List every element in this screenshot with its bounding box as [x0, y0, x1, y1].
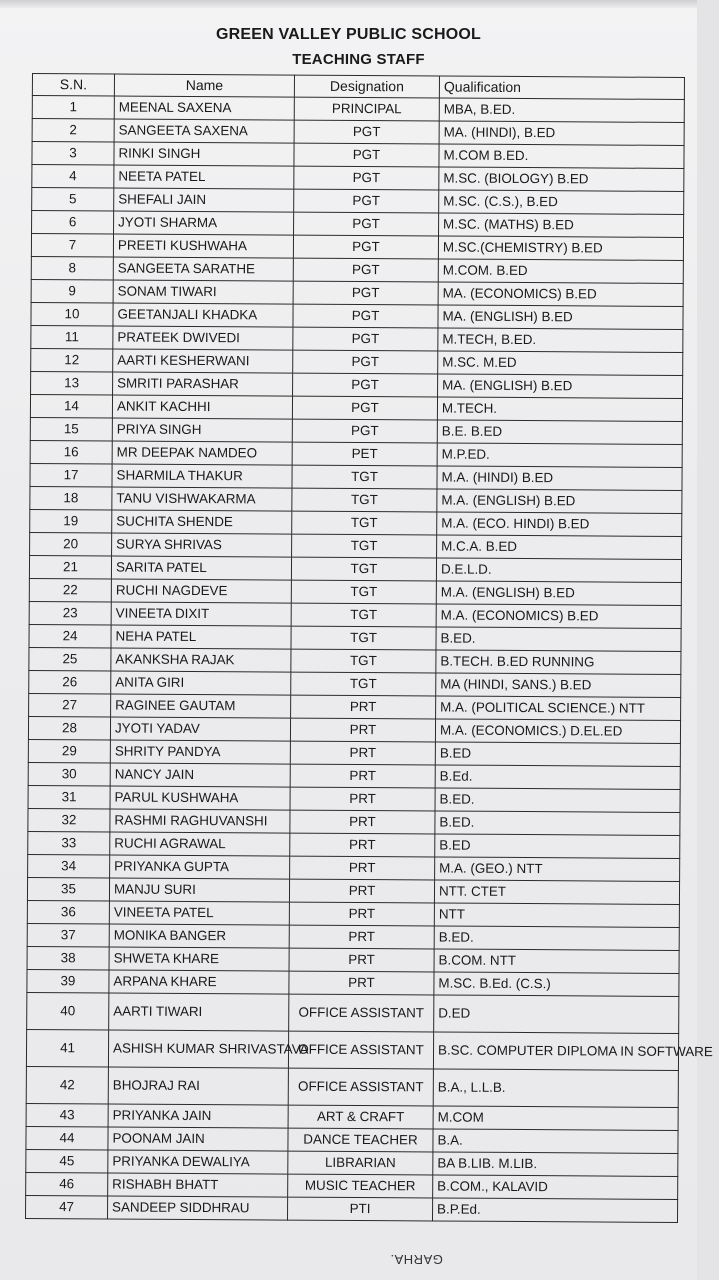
cell-qualification: B.A.: [433, 1129, 678, 1153]
cell-name: PRIYANKA JAIN: [108, 1104, 288, 1128]
cell-sn: 13: [31, 371, 113, 395]
cell-sn: 29: [28, 739, 110, 763]
cell-designation: PRT: [290, 741, 435, 765]
cell-sn: 4: [32, 165, 114, 189]
cell-name: RUCHI AGRAWAL: [110, 832, 290, 856]
mirrored-footer-text: GARHA.: [390, 1252, 443, 1267]
cell-qualification: M.A. (ECONOMICS.) D.EL.ED: [435, 719, 680, 743]
cell-qualification: M.SC. (BIOLOGY) B.ED: [439, 167, 684, 191]
cell-name: PRATEEK DWIVEDI: [113, 326, 293, 350]
cell-name: PREETI KUSHWAHA: [113, 234, 293, 258]
cell-qualification: M.COM B.ED.: [439, 144, 684, 168]
cell-qualification: M.SC. M.ED: [438, 351, 683, 375]
cell-designation: OFFICE ASSISTANT: [289, 994, 434, 1032]
cell-designation: PRT: [289, 971, 434, 995]
cell-sn: 23: [29, 601, 111, 625]
cell-designation: TGT: [292, 465, 437, 489]
cell-qualification: B.Ed.: [435, 765, 680, 789]
cell-qualification: MA (HINDI, SANS.) B.ED: [436, 673, 681, 697]
cell-qualification: MA. (HINDI), B.ED: [439, 121, 684, 145]
cell-designation: OFFICE ASSISTANT: [288, 1068, 433, 1106]
cell-designation: PGT: [294, 143, 439, 167]
cell-sn: 39: [27, 969, 109, 993]
cell-qualification: MBA, B.ED.: [439, 98, 684, 122]
cell-designation: TGT: [291, 603, 436, 627]
cell-designation: PRT: [290, 810, 435, 834]
cell-qualification: M.SC. (MATHS) B.ED: [439, 213, 684, 237]
cell-sn: 25: [29, 647, 111, 671]
cell-qualification: MA. (ECONOMICS) B.ED: [438, 282, 683, 306]
table-body: [26, 96, 713, 1223]
cell-qualification: M.COM: [433, 1106, 678, 1130]
cell-name: PRIYANKA DEWALIYA: [108, 1150, 288, 1174]
cell-designation: PGT: [293, 373, 438, 397]
cell-designation: PGT: [293, 281, 438, 305]
cell-designation: TGT: [291, 626, 436, 650]
cell-qualification: M.COM. B.ED: [438, 259, 683, 283]
cell-qualification: M.A. (ENGLISH) B.ED: [436, 581, 681, 605]
cell-sn: 36: [27, 900, 109, 924]
cell-sn: 26: [29, 670, 111, 694]
cell-sn: 14: [30, 394, 112, 418]
cell-sn: 24: [29, 624, 111, 648]
cell-designation: TGT: [291, 557, 436, 581]
cell-qualification: NTT. CTET: [434, 880, 679, 904]
cell-qualification: M.A. (ENGLISH) B.ED: [437, 489, 682, 513]
cell-name: SHEFALI JAIN: [114, 188, 294, 212]
cell-qualification: B.P.Ed.: [432, 1198, 677, 1222]
cell-designation: PRT: [289, 902, 434, 926]
cell-sn: 5: [32, 188, 114, 212]
cell-designation: PET: [292, 442, 437, 466]
cell-designation: PRT: [290, 718, 435, 742]
cell-qualification: M.SC.(CHEMISTRY) B.ED: [438, 236, 683, 260]
cell-designation: TGT: [292, 534, 437, 558]
cell-sn: 9: [31, 279, 113, 303]
cell-qualification: B.TECH. B.ED RUNNING: [436, 650, 681, 674]
cell-name: VINEETA DIXIT: [111, 602, 291, 626]
cell-sn: 38: [27, 946, 109, 970]
cell-sn: 46: [26, 1172, 108, 1196]
header-name: Name: [114, 74, 294, 97]
cell-qualification: B.COM., KALAVID: [433, 1175, 678, 1199]
cell-designation: PGT: [294, 120, 439, 144]
cell-name: NEHA PATEL: [111, 625, 291, 649]
cell-name: SHWETA KHARE: [109, 947, 289, 971]
cell-name: SARITA PATEL: [111, 556, 291, 580]
cell-sn: 31: [28, 785, 110, 809]
cell-qualification: B.ED: [435, 742, 680, 766]
school-name: GREEN VALLEY PUBLIC SCHOOL: [215, 26, 482, 43]
cell-qualification: M.P.ED.: [437, 443, 682, 467]
cell-designation: PGT: [293, 304, 438, 328]
cell-sn: 6: [32, 211, 114, 235]
cell-qualification: M.C.A. B.ED: [437, 535, 682, 559]
cell-sn: 45: [26, 1149, 108, 1173]
cell-sn: 19: [30, 509, 112, 533]
document-title: TEACHING STAFF: [292, 51, 425, 68]
cell-designation: PGT: [294, 166, 439, 190]
cell-name: PRIYA SINGH: [112, 418, 292, 442]
cell-designation: PRINCIPAL: [294, 97, 439, 121]
cell-sn: 12: [31, 348, 113, 372]
cell-designation: PGT: [292, 419, 437, 443]
cell-sn: 27: [29, 693, 111, 717]
cell-sn: 44: [26, 1126, 108, 1150]
cell-name: BHOJRAJ RAI: [108, 1067, 288, 1105]
cell-qualification: D.ED: [434, 995, 679, 1033]
cell-qualification: B.ED.: [435, 811, 680, 835]
cell-designation: PGT: [294, 189, 439, 213]
cell-sn: 47: [26, 1195, 108, 1219]
cell-qualification: D.E.L.D.: [436, 558, 681, 582]
cell-name: MANJU SURI: [109, 878, 289, 902]
cell-name: SANGEETA SARATHE: [113, 257, 293, 281]
cell-name: SMRITI PARASHAR: [113, 372, 293, 396]
cell-qualification: M.A. (ECO. HINDI) B.ED: [437, 512, 682, 536]
cell-name: PARUL KUSHWAHA: [110, 786, 290, 810]
cell-name: SURYA SHRIVAS: [112, 533, 292, 557]
header-sn: S.N.: [32, 74, 114, 97]
cell-name: SANGEETA SAXENA: [114, 119, 294, 143]
cell-sn: 40: [27, 992, 109, 1030]
cell-name: RASHMI RAGHUVANSHI: [110, 809, 290, 833]
cell-designation: TGT: [292, 488, 437, 512]
cell-qualification: MA. (ENGLISH) B.ED: [438, 305, 683, 329]
cell-designation: TGT: [291, 672, 436, 696]
cell-designation: PGT: [293, 258, 438, 282]
cell-qualification: B.COM. NTT: [434, 949, 679, 973]
cell-sn: 3: [32, 142, 114, 166]
cell-name: MONIKA BANGER: [109, 924, 289, 948]
cell-designation: PTI: [287, 1197, 432, 1221]
cell-qualification: B.A., L.L.B.: [433, 1069, 678, 1107]
cell-sn: 22: [29, 578, 111, 602]
cell-qualification: BA B.LIB. M.LIB.: [433, 1152, 678, 1176]
cell-designation: PRT: [290, 787, 435, 811]
cell-qualification: B.ED.: [436, 627, 681, 651]
cell-sn: 41: [26, 1029, 108, 1067]
cell-sn: 28: [28, 716, 110, 740]
cell-designation: PGT: [293, 350, 438, 374]
table-row: [27, 992, 679, 1033]
cell-designation: PRT: [290, 856, 435, 880]
cell-designation: PRT: [289, 948, 434, 972]
cell-name: PRIYANKA GUPTA: [110, 855, 290, 879]
cell-name: RUCHI NAGDEVE: [111, 579, 291, 603]
cell-name: ANKIT KACHHI: [112, 395, 292, 419]
cell-name: SUCHITA SHENDE: [112, 510, 292, 534]
cell-sn: 34: [28, 854, 110, 878]
cell-name: TANU VISHWAKARMA: [112, 487, 292, 511]
cell-qualification: B.SC. COMPUTER DIPLOMA IN SOFTWARE: [433, 1032, 678, 1070]
cell-name: AARTI KESHERWANI: [113, 349, 293, 373]
cell-name: SANDEEP SIDDHRAU: [108, 1196, 288, 1220]
cell-qualification: MA. (ENGLISH) B.ED: [438, 374, 683, 398]
cell-sn: 43: [26, 1103, 108, 1127]
cell-name: ANITA GIRI: [111, 671, 291, 695]
cell-sn: 21: [29, 555, 111, 579]
cell-designation: OFFICE ASSISTANT: [288, 1031, 433, 1069]
cell-sn: 15: [30, 417, 112, 441]
cell-name: AARTI TIWARI: [109, 993, 289, 1031]
cell-designation: PRT: [289, 879, 434, 903]
cell-name: RINKI SINGH: [114, 142, 294, 166]
cell-sn: 35: [27, 877, 109, 901]
cell-sn: 1: [32, 96, 114, 120]
cell-qualification: B.E. B.ED: [437, 420, 682, 444]
cell-designation: MUSIC TEACHER: [288, 1174, 433, 1198]
cell-name: SHARMILA THAKUR: [112, 464, 292, 488]
cell-name: ARPANA KHARE: [109, 970, 289, 994]
cell-sn: 20: [30, 532, 112, 556]
cell-name: SHRITY PANDYA: [110, 740, 290, 764]
cell-designation: DANCE TEACHER: [288, 1128, 433, 1152]
cell-name: POONAM JAIN: [108, 1127, 288, 1151]
cell-name: NANCY JAIN: [110, 763, 290, 787]
cell-designation: PGT: [293, 327, 438, 351]
cell-qualification: M.TECH.: [437, 397, 682, 421]
cell-designation: PGT: [292, 396, 437, 420]
cell-sn: 37: [27, 923, 109, 947]
cell-name: JYOTI YADAV: [110, 717, 290, 741]
cell-qualification: M.A. (GEO.) NTT: [435, 857, 680, 881]
cell-name: JYOTI SHARMA: [114, 211, 294, 235]
paper-edge: [0, 0, 697, 8]
table-row: [26, 1029, 678, 1070]
cell-name: NEETA PATEL: [114, 165, 294, 189]
cell-designation: LIBRARIAN: [288, 1151, 433, 1175]
cell-designation: PRT: [290, 833, 435, 857]
header-designation: Designation: [294, 75, 439, 98]
cell-qualification: M.TECH, B.ED.: [438, 328, 683, 352]
cell-designation: PGT: [294, 212, 439, 236]
cell-sn: 8: [31, 256, 113, 280]
table-row: [26, 1066, 678, 1107]
cell-qualification: B.ED: [435, 834, 680, 858]
cell-name: MR DEEPAK NAMDEO: [112, 441, 292, 465]
cell-name: ASHISH KUMAR SHRIVASTAVA: [108, 1030, 288, 1068]
cell-name: SONAM TIWARI: [113, 280, 293, 304]
cell-sn: 16: [30, 440, 112, 464]
cell-sn: 32: [28, 808, 110, 832]
cell-designation: TGT: [291, 580, 436, 604]
cell-designation: TGT: [292, 511, 437, 535]
cell-designation: PGT: [293, 235, 438, 259]
cell-name: MEENAL SAXENA: [114, 96, 294, 120]
cell-qualification: B.ED.: [435, 788, 680, 812]
cell-designation: PRT: [291, 695, 436, 719]
cell-qualification: B.ED.: [434, 926, 679, 950]
staff-table: [25, 73, 713, 1223]
cell-designation: ART & CRAFT: [288, 1105, 433, 1129]
cell-sn: 11: [31, 325, 113, 349]
cell-name: GEETANJALI KHADKA: [113, 303, 293, 327]
cell-designation: PRT: [289, 925, 434, 949]
cell-qualification: M.SC. (C.S.), B.ED: [439, 190, 684, 214]
cell-name: VINEETA PATEL: [109, 901, 289, 925]
cell-qualification: M.A. (POLITICAL SCIENCE.) NTT: [436, 696, 681, 720]
cell-sn: 33: [28, 831, 110, 855]
cell-designation: TGT: [291, 649, 436, 673]
table-row: [26, 1195, 678, 1222]
cell-sn: 2: [32, 119, 114, 143]
cell-sn: 30: [28, 762, 110, 786]
cell-qualification: NTT: [434, 903, 679, 927]
cell-designation: PRT: [290, 764, 435, 788]
cell-sn: 7: [31, 234, 113, 258]
cell-name: RAGINEE GAUTAM: [111, 694, 291, 718]
header-qualification: Qualification: [439, 76, 684, 99]
cell-sn: 18: [30, 486, 112, 510]
cell-qualification: M.A. (HINDI) B.ED: [437, 466, 682, 490]
cell-qualification: M.A. (ECONOMICS) B.ED: [436, 604, 681, 628]
cell-sn: 42: [26, 1066, 108, 1104]
cell-sn: 17: [30, 463, 112, 487]
cell-sn: 10: [31, 302, 113, 326]
cell-qualification: M.SC. B.Ed. (C.S.): [434, 972, 679, 996]
cell-name: AKANKSHA RAJAK: [111, 648, 291, 672]
cell-name: RISHABH BHATT: [108, 1173, 288, 1197]
